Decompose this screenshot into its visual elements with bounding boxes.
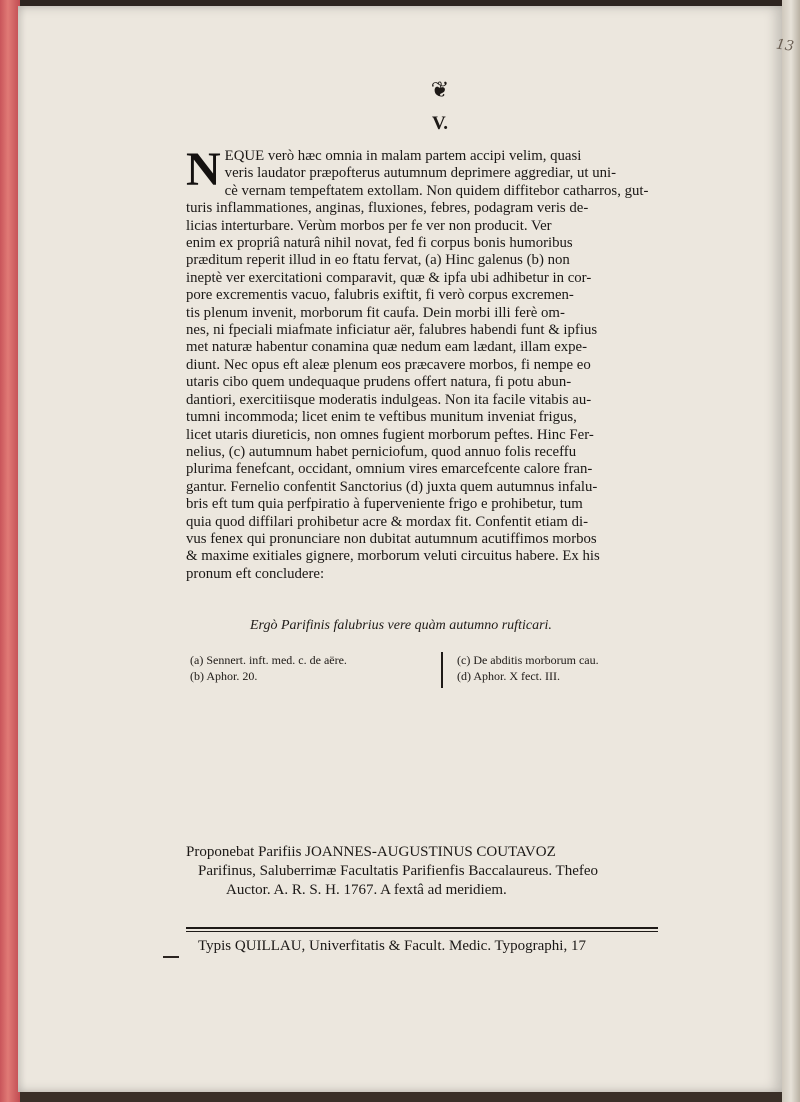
text-line: cè vernam tempeftatem extollam. Non quidem diffitebor catharros, gut- <box>224 182 649 199</box>
footnote-d: (d) Aphor. X fect. III. <box>457 669 560 683</box>
main-paragraph <box>186 143 662 583</box>
double-rule-divider <box>186 927 658 930</box>
text-line: vus fenex qui pronunciare non dubitat autumnum acutiffimos morbos <box>186 530 597 547</box>
drop-cap: N <box>186 143 221 196</box>
text-line: nelius, (c) autumnum habet perniciofum, quod annuo folis receffu <box>186 443 577 460</box>
text-line: turis inflammationes, anginas, fluxiones, febres, podagram veris de- <box>186 200 589 217</box>
text-line: met naturæ habentur conamina quæ nedum eam lædant, illam expe- <box>186 339 588 356</box>
text-line: licet utaris diureticis, non omnes fugient morborum peftes. Hinc Fer- <box>186 426 594 443</box>
footnote-b: (b) Aphor. 20. <box>190 669 258 683</box>
text-line: ineptè ver exercitationi comparavit, quæ & ipfa ubi adhibetur in cor- <box>186 269 592 286</box>
footnote-a: (a) Sennert. inft. med. c. de aëre. <box>190 653 347 667</box>
footnotes-right <box>457 652 657 684</box>
footnote-c: (c) De abditis morborum cau. <box>457 653 599 667</box>
imprint-line-2: Parifinus, Saluberrimæ Facultatis Parifienfis Baccalaureus. Thefeo <box>198 863 599 879</box>
text-line: tumni incommoda; licet enim te veftibus munitum inveniat frigus, <box>186 409 577 426</box>
footnotes-left <box>190 652 430 684</box>
text-line: pore excrementis vacuo, falubris exiftit, fi verò corpus excremen- <box>186 287 574 304</box>
text-line: enim ex propriâ naturâ nihil novat, fed fi corpus bonis humoribus <box>186 235 573 252</box>
footnote-divider <box>441 652 443 688</box>
ink-mark <box>163 956 179 958</box>
printer-colophon: Typis QUILLAU, Univerfitatis & Facult. Medic. Typographi, 17 <box>198 938 586 954</box>
text-line: veris laudator præpofterus autumnum deprimere aggrediar, ut uni- <box>224 165 617 182</box>
text-line: præditum reperit illud in eo ftatu fervat, (a) Hinc galenus (b) non <box>186 252 570 269</box>
text-line: licias interturbare. Verùm morbos per fe ver non producit. Ver <box>186 217 552 234</box>
thesis-imprint <box>186 843 664 900</box>
text-line: EQUE verò hæc omnia in malam partem accipi velim, quasi <box>224 148 582 164</box>
binding-edge <box>0 0 20 1102</box>
text-line: utaris cibo quem undequaque prudens offert natura, fi potu abun- <box>186 374 572 391</box>
text-line: gantur. Fernelio confentit Sanctorius (d) juxta quem autumnus infalu- <box>186 478 598 495</box>
imprint-line-1: Proponebat Parifiis JOANNES-AUGUSTINUS COUTAVOZ <box>186 844 556 860</box>
text-line: nes, ni fpeciali miafmate inficiatur aër, falubres habendi funt & ipfius <box>186 322 598 339</box>
page-stack-edge <box>782 0 800 1102</box>
text-line: plurima fenefcant, occidant, omnium vires emarcefcente calore fran- <box>186 461 593 478</box>
text-line: bris eft tum quia perfpiratio à fuperveniente frigo e prohibetur, tum <box>186 496 583 513</box>
text-line: diunt. Nec opus eft aleæ plenum eos præcavere morbos, fi nempe eo <box>186 356 591 373</box>
text-line: dantiori, exercitiisque moderatis indulgeas. Non ita facile vitabis au- <box>186 391 592 408</box>
text-line: pronum eft concludere: <box>186 565 325 582</box>
imprint-line-3: Auctor. A. R. S. H. 1767. A fextâ ad meridiem. <box>226 882 507 898</box>
text-line: quia quod diffilari prohibetur acre & mordax fit. Confentit etiam di- <box>186 513 589 530</box>
text-line: & maxime exitiales gignere, morborum veluti circuitus habere. Ex his <box>186 548 600 565</box>
text-line: tis plenum invenit, morborum fit caufa. Dein morbi illi ferè om- <box>186 304 565 321</box>
section-number: V. <box>431 113 449 134</box>
fleuron-ornament-icon: ❦ <box>430 77 450 102</box>
conclusion-statement: Ergò Parifinis falubrius vere quàm autumno rufticari. <box>250 618 552 633</box>
pencil-page-number: 13 <box>774 36 795 55</box>
